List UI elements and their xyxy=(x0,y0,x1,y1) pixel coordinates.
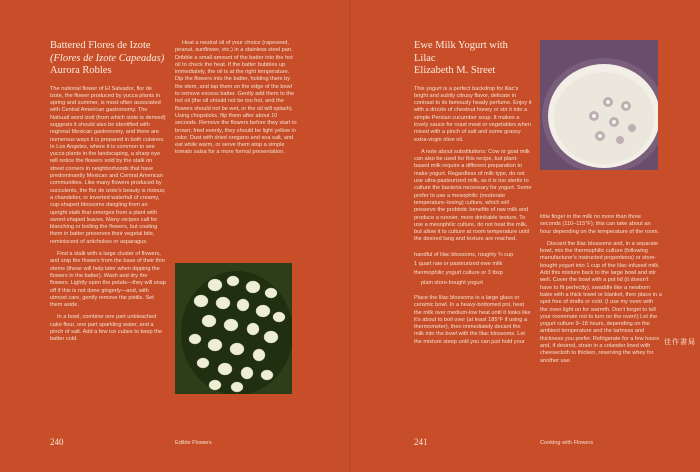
page-number: 241 xyxy=(414,437,428,447)
bowl-illustration xyxy=(540,40,658,170)
body-paragraph: Heat a neutral oil of your choice (rapeseed, peanut, sunflower, etc.) in a stainless steel pan. Dribble a small amount of the batter into the hot oil to check the heat. If the batter bubbles up immediately, the oil is at the right temperature. Dip the flowers into the batter, holding them by the stem, and tap them on the edge of the bowl to remove excess batter. Gently add them to the hot oil (the oil should not be too hot, and the flowers should not be wet, or the oil will splash). Using chopsticks, flip them after about 10 seconds. Remove the flowers before they start to brown; fried evenly, they should be light yellow in color. Dust with dried oregano and sea salt, and eat while warm, or serve them atop a simple tomato salsa for a more formal presentation. xyxy=(175,40,297,156)
running-footer: Edible Flowers xyxy=(175,440,212,446)
ingredient-line: 1 quart raw or pasteurized ewe milk xyxy=(414,261,503,268)
ingredient-line: thermophilic yogurt culture or 3 tbsp xyxy=(414,270,503,277)
body-paragraph: Discard the lilac blossoms and, in a separate bowl, mix the thermophilic culture (following manufacturer's instructed proportions) or store-bought yogurt into 1 cup of the lilac-infused milk. Add this mixture back to the large bowl and stir well. Cover the bowl with a pot lid (it doesn't have to fit perfectly), swaddle like a newborn babe with a thick towel or blanket, then place in a spot free of drafts or cold. (I use my oven with the oven light on for warmth. Don't forget to tell your roommate not to turn on the oven!) Let the yogurt culture 9–18 hours, depending on the ambient temperature and the tartness and thickness you prefer. Refrigerate for a few hours and, if desired, strain in a colander lined with cheesecloth to thicken, reserving the whey for another use. xyxy=(540,240,662,364)
recipe-author: Aurora Robles xyxy=(50,65,112,76)
bookstore-watermark: 佳作書局 xyxy=(664,338,696,346)
body-paragraph: Find a stalk with a large cluster of flowers, and snip the flowers from the base of their thin stems (these will help later when dipping the flowers in the batter). Wash and dry the flowers. Lightly open the petals—they will snap off if this is not done gingerly—and, with utmost care, gently remove the pistils. Set them aside. xyxy=(50,251,166,309)
recipe-body xyxy=(50,86,166,344)
recipe-body xyxy=(540,214,662,365)
body-paragraph: A note about substitutions: Cow or goat milk can also be used for this recipe, but plant-based milk require a different preparation to make yogurt. Regardless of milk type, do not use ultra-pasteurized milk, as it is too sterile to culture the bacteria necessary for yogurt. Some prefer to use a mesophilic (moderate temperature–loving) culture, which will preserve the probiotic benefits of raw milk and produce a runnier, more drinkable texture. To use a mesophilic culture, do not heat the milk, but allow it to culture at room temperature until the desired tang and texture are reached. xyxy=(414,148,532,243)
lilac-yogurt-bowl-photo xyxy=(540,40,658,170)
recipe-title xyxy=(50,40,166,78)
body-paragraph: In a bowl, combine one part unbleached cake flour, one part sparkling water, and a pinch of salt. Add a few ice cubes to keep the batter cold. xyxy=(50,314,162,343)
recipe-body xyxy=(175,40,297,157)
body-paragraph: Place the lilac blossoms in a large glass or ceramic bowl. In a heavy-bottomed pot, heat the milk over medium-low heat until it looks like it's about to boil over (at least 185°F if using a thermometer), then immediately decant the milk into the bowl with the lilac blossoms. Let the mixture steep until you can just hold your xyxy=(414,294,531,345)
ingredient-line: handful of lilac blossoms, roughly ¾ cup xyxy=(414,251,514,258)
left-column-1 xyxy=(50,40,166,349)
recipe-author: Elizabeth M. Street xyxy=(414,65,496,76)
body-paragraph: little finger in the milk no more than three seconds (110–115°F); this can take about an hour depending on the temperature of the room. xyxy=(540,214,660,235)
recipe-title xyxy=(414,40,532,78)
right-column-2 xyxy=(540,214,662,370)
fried-izote-flowers-photo xyxy=(175,263,292,394)
recipe-title-line: Ewe Milk Yogurt with Lilac xyxy=(414,40,508,64)
running-footer: Cooking with Flowers xyxy=(540,440,594,446)
flowers-illustration xyxy=(175,263,292,394)
recipe-body xyxy=(414,86,532,347)
right-column-1 xyxy=(414,40,532,351)
recipe-title-line: Battered Flores de Izote xyxy=(50,40,151,51)
ingredient-line: plain store-bought yogurt xyxy=(421,279,483,286)
recipe-title-spanish: (Flores de Izote Capeadas) xyxy=(50,52,165,64)
body-paragraph: The national flower of El Salvador, flor de izote, the flower produced by yucca plants in spring and summer, is most often associated with Central American gastronomy. The Nahuatl word izotl (from which izote is derived) suggests it should also be identified with regional Mexican gastronomy, and there are numerous ways it is prepared in both cuisines. In Los Angeles, where it is common to see yucca plants in the landscaping, a sharp eye will notice the flowers sold by the stalk on street corners in neighborhoods that have predominantly Mexican and Central American communities. Like many flowers produced by succulents, the flor de izote's beauty is riotous; a chandelier, or inverted waterfall of creamy, cup-shaped blossoms dangling from an upright stalk that emerges from a plant with sword-shaped leaves. Many recipes call for blanching or boiling the flowers, but coating them in batter preserves their vegetal bite, reminiscent of artichokes or asparagus. xyxy=(50,85,166,245)
body-paragraph: This yogurt is a perfect backdrop for lilac's bright and subtly citrusy flavor, delicate in contrast to its famously heady perfume. Enjoy it with a drizzle of chestnut honey or stir it into a simple Persian cucumber soup. It makes a lovely sauce for roast meat or vegetables when mixed with a pinch of salt and some grassy extra-virgin olive oil. xyxy=(414,85,532,143)
page-number: 240 xyxy=(50,437,64,447)
left-column-2 xyxy=(175,40,297,162)
